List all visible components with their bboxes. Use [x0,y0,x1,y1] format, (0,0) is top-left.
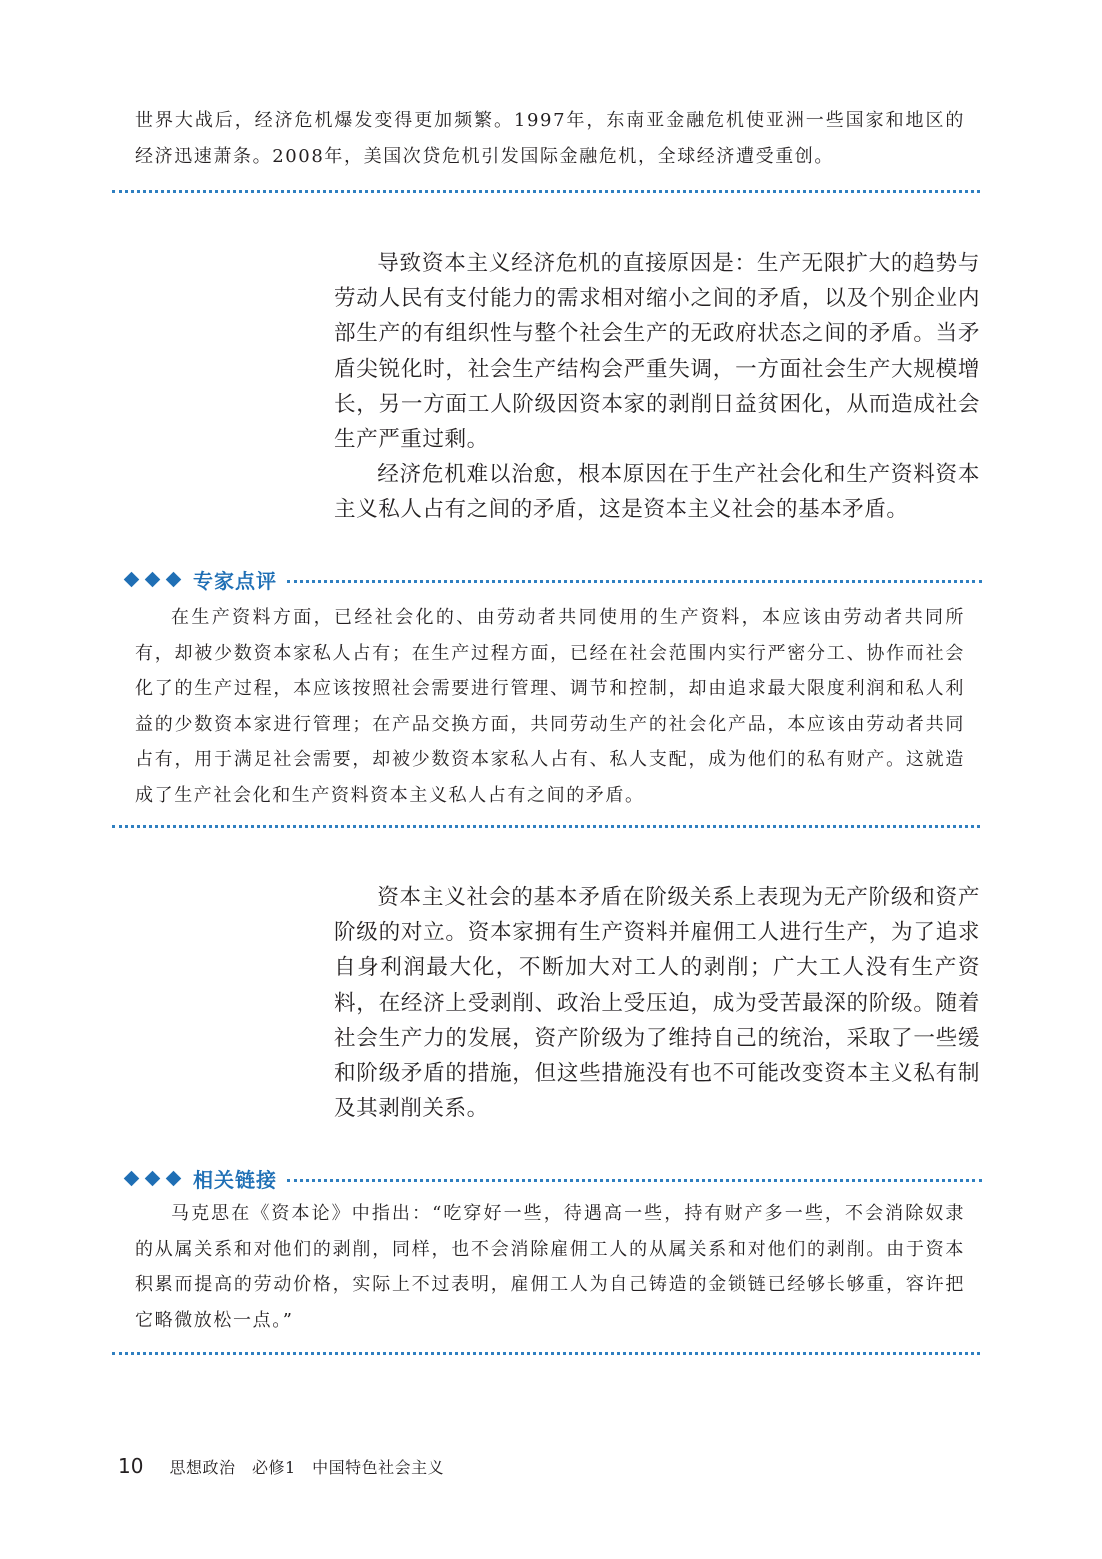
main-paragraph-2: 经济危机难以治愈，根本原因在于生产社会化和生产资料资本主义私人占有之间的矛盾，这是资本主义社会的基本矛盾。 [334,462,980,523]
related-link-title: 相关链接 [193,1167,277,1192]
top-box-text [135,103,965,174]
page-footer [118,1454,444,1482]
diamond-bullets-icon [124,574,181,585]
expert-review-paragraph: 在生产资料方面，已经社会化的、由劳动者共同使用的生产资料，本应该由劳动者共同所有，却被少数资本家私人占有；在生产过程方面，已经在社会范围内实行严密分工、协作而社会化了的生产过程，本应该按照社会需要进行管理、调节和控制，却由追求最大限度利润和私人利益的少数资本家进行管理；在产品交换方面，共同劳动生产的社会化产品，本应该由劳动者共同占有，用于满足社会需要，却被少数资本家私人占有、私人支配，成为他们的私有财产。这就造成了生产社会化和生产资料资本主义私人占有之间的矛盾。 [135,607,965,806]
related-link-divider [112,1352,980,1355]
book-title: 思想政治 必修1 中国特色社会主义 [169,1458,445,1477]
related-link-text [135,1196,965,1338]
top-box-divider [112,190,980,193]
main-paragraph-3: 资本主义社会的基本矛盾在阶级关系上表现为无产阶级和资产阶级的对立。资本家拥有生产资料并雇佣工人进行生产，为了追求自身利润最大化，不断加大对工人的剥削；广大工人没有生产资料，在经济上受剥削、政治上受压迫，成为受苦最深的阶级。随着社会生产力的发展，资产阶级为了维持自己的统治，采取了一些缓和阶级矛盾的措施，但这些措施没有也不可能改变资本主义私有制及其剥削关系。 [334,885,980,1122]
related-link-header [124,1166,982,1190]
page-number: 10 [118,1454,144,1478]
related-link-header-dots [287,1179,982,1182]
expert-review-title: 专家点评 [193,568,277,593]
top-box-paragraph: 世界大战后，经济危机爆发变得更加频繁。1997年，东南亚金融危机使亚洲一些国家和地区的经济迅速萧条。2008年，美国次贷危机引发国际金融危机，全球经济遭受重创。 [135,110,965,167]
expert-review-header-dots [287,580,982,583]
main-text-section-2 [334,880,980,1126]
main-paragraph-1: 导致资本主义经济危机的直接原因是：生产无限扩大的趋势与劳动人民有支付能力的需求相对缩小之间的矛盾，以及个别企业内部生产的有组织性与整个社会生产的无政府状态之间的矛盾。当矛盾尖锐化时，社会生产结构会严重失调，一方面社会生产大规模增长，另一方面工人阶级因资本家的剥削日益贫困化，从而造成社会生产严重过剩。 [334,251,980,453]
expert-review-header [124,567,982,591]
diamond-bullets-icon [124,1173,181,1184]
expert-review-text [135,600,965,813]
expert-review-divider [112,825,980,828]
main-text-section-1 [334,246,980,528]
related-link-paragraph: 马克思在《资本论》中指出：“吃穿好一些，待遇高一些，持有财产多一些，不会消除奴隶的从属关系和对他们的剥削，同样，也不会消除雇佣工人的从属关系和对他们的剥削。由于资本积累而提高的劳动价格，实际上不过表明，雇佣工人为自己铸造的金锁链已经够长够重，容许把它略微放松一点。” [135,1203,965,1331]
